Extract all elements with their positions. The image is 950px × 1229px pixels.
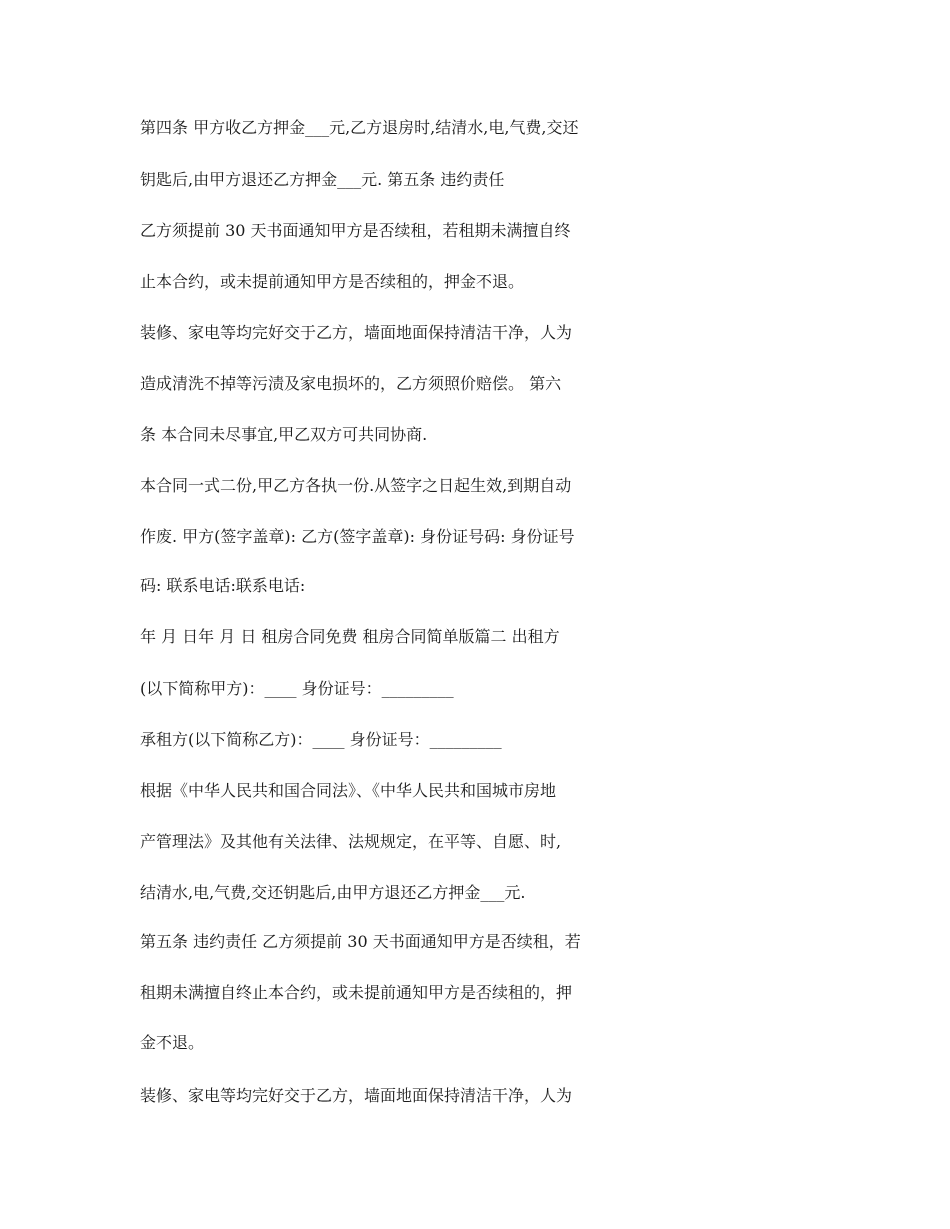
paragraph-line: 租期未满擅自终止本合约，或未提前通知甲方是否续租的，押 (140, 983, 573, 1002)
paragraph-line: 乙方须提前 30 天书面通知甲方是否续租，若租期未满擅自终 (140, 221, 571, 240)
paragraph-line: 产管理法》及其他有关法律、法规规定，在平等、自愿、时, (140, 832, 562, 851)
paragraph-line: 装修、家电等均完好交于乙方，墙面地面保持清洁干净，人为 (140, 1086, 573, 1105)
paragraph-line: 止本合约，或未提前通知甲方是否续租的，押金不退。 (140, 272, 525, 291)
paragraph-line: (以下简称甲方)：____ 身份证号：_________ (140, 679, 454, 698)
paragraph-line: 结清水,电,气费,交还钥匙后,由甲方退还乙方押金___元. (140, 883, 526, 902)
paragraph-line: 根据《中华人民共和国合同法》、《中华人民共和国城市房地 (140, 781, 557, 800)
paragraph-line: 钥匙后,由甲方退还乙方押金___元. 第五条 违约责任 (140, 170, 505, 189)
paragraph-line: 本合同一式二份,甲乙方各执一份.从签字之日起生效,到期自动 (140, 476, 572, 495)
paragraph-line: 年 月 日年 月 日 租房合同免费 租房合同简单版篇二 出租方 (140, 627, 560, 646)
paragraph-line: 承租方(以下简称乙方)：____ 身份证号：_________ (140, 730, 502, 749)
paragraph-line: 条 本合同未尽事宜,甲乙双方可共同协商. (140, 425, 428, 444)
paragraph-line: 第四条 甲方收乙方押金___元,乙方退房时,结清水,电,气费,交还 (140, 118, 579, 137)
paragraph-line: 装修、家电等均完好交于乙方，墙面地面保持清洁干净，人为 (140, 323, 573, 342)
paragraph-line: 金不退。 (140, 1033, 205, 1052)
paragraph-line: 码: 联系电话:联系电话: (140, 576, 306, 595)
paragraph-line: 第五条 违约责任 乙方须提前 30 天书面通知甲方是否续租，若 (140, 932, 581, 951)
paragraph-line: 造成清洗不掉等污渍及家电损坏的，乙方须照价赔偿。 第六 (140, 374, 562, 393)
paragraph-line: 作废. 甲方(签字盖章): 乙方(签字盖章): 身份证号码: 身份证号 (140, 527, 575, 546)
